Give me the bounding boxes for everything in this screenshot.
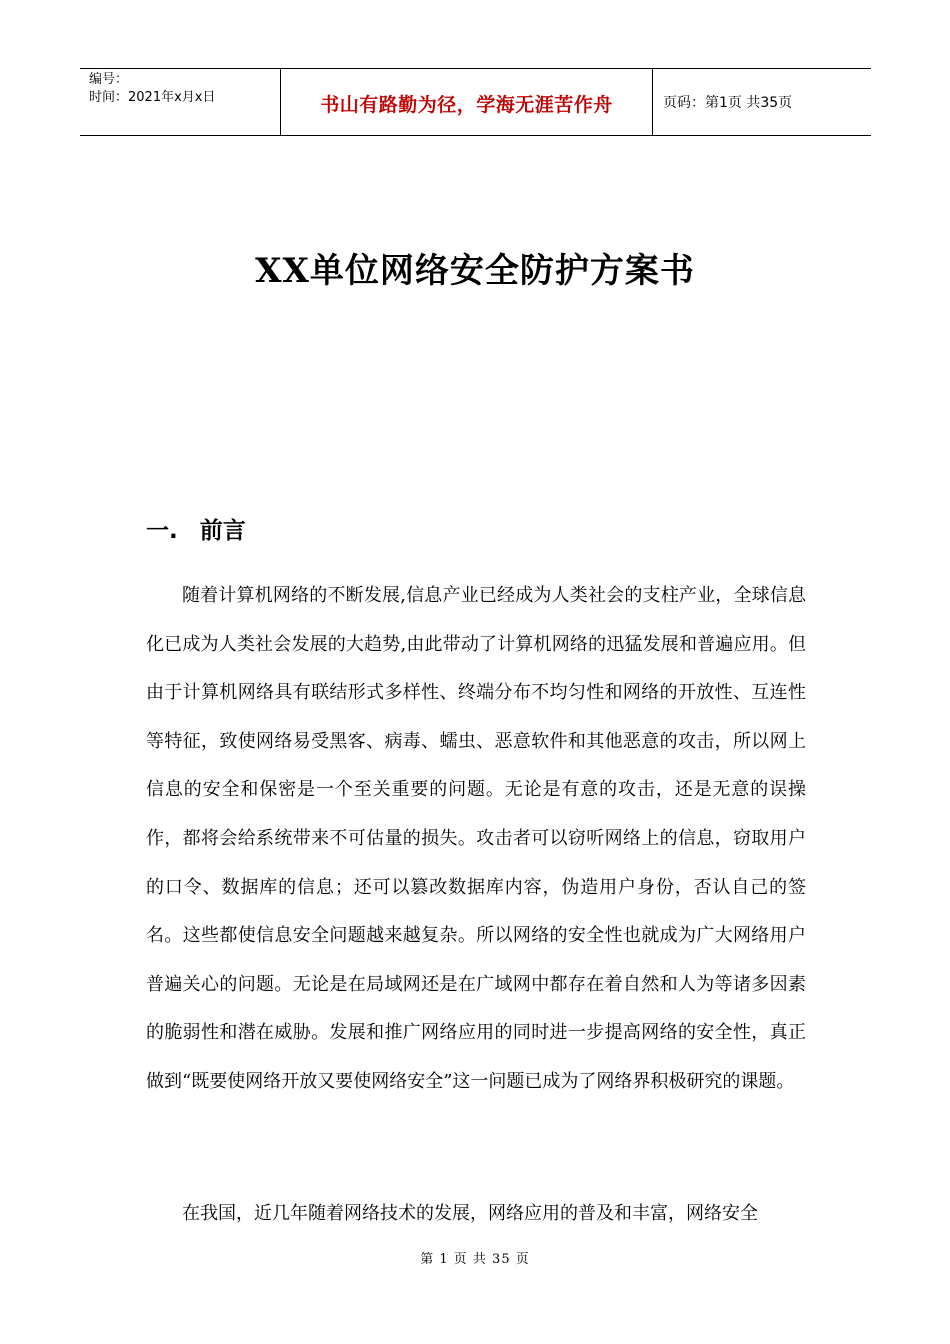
document-number-label: 编号： [89, 72, 129, 87]
header-motto: 书山有路勤为径，学海无涯苦作舟 [320, 93, 613, 116]
header-motto-cell [281, 69, 653, 135]
section-title: 前言 [199, 518, 246, 544]
document-title: XX单位网络安全防护方案书 [255, 251, 695, 291]
section-heading [146, 512, 246, 545]
header-page-info: 页码：第1页 共35页 [663, 95, 793, 111]
paragraph: 随着计算机网络的不断发展,信息产业已经成为人类社会的支柱产业，全球信息化已成为人类社会发展的大趋势,由此带动了计算机网络的迅猛发展和普遍应用。但由于计算机网络具有联结形式多样性、终端分布不均匀性和网络的开放性、互连性等特征，致使网络易受黑客、病毒、蠕虫、恶意软件和其他恶意的攻击，所以网上信息的安全和保密是一个至关重要的问题。无论是有意的攻击，还是无意的误操作，都将会给系统带来不可估量的损失。攻击者可以窃听网络上的信息，窃取用户的口令、数据库的信息；还可以篡改数据库内容，伪造用户身份，否认自己的签名。这些都使信息安全问题越来越复杂。所以网络的安全性也就成为广大网络用户普遍关心的问题。无论是在局域网还是在广域网中都存在着自然和人为等诸多因素的脆弱性和潜在威胁。发展和推广网络应用的同时进一步提高网络的安全性，真正做到“既要使网络开放又要使网络安全”这一问题已成为了网络界积极研究的课题。 [146, 585, 806, 1092]
paragraph: 在我国，近几年随着网络技术的发展，网络应用的普及和丰富，网络安全 [182, 1203, 758, 1224]
page-footer: 第 1 页 共 35 页 [420, 1252, 530, 1267]
header-page-cell [653, 69, 871, 135]
header-meta-cell [80, 69, 281, 135]
section-number: 一. [146, 518, 178, 544]
page-header [80, 68, 871, 136]
document-date: 时间：2021年x月x日 [89, 90, 216, 105]
